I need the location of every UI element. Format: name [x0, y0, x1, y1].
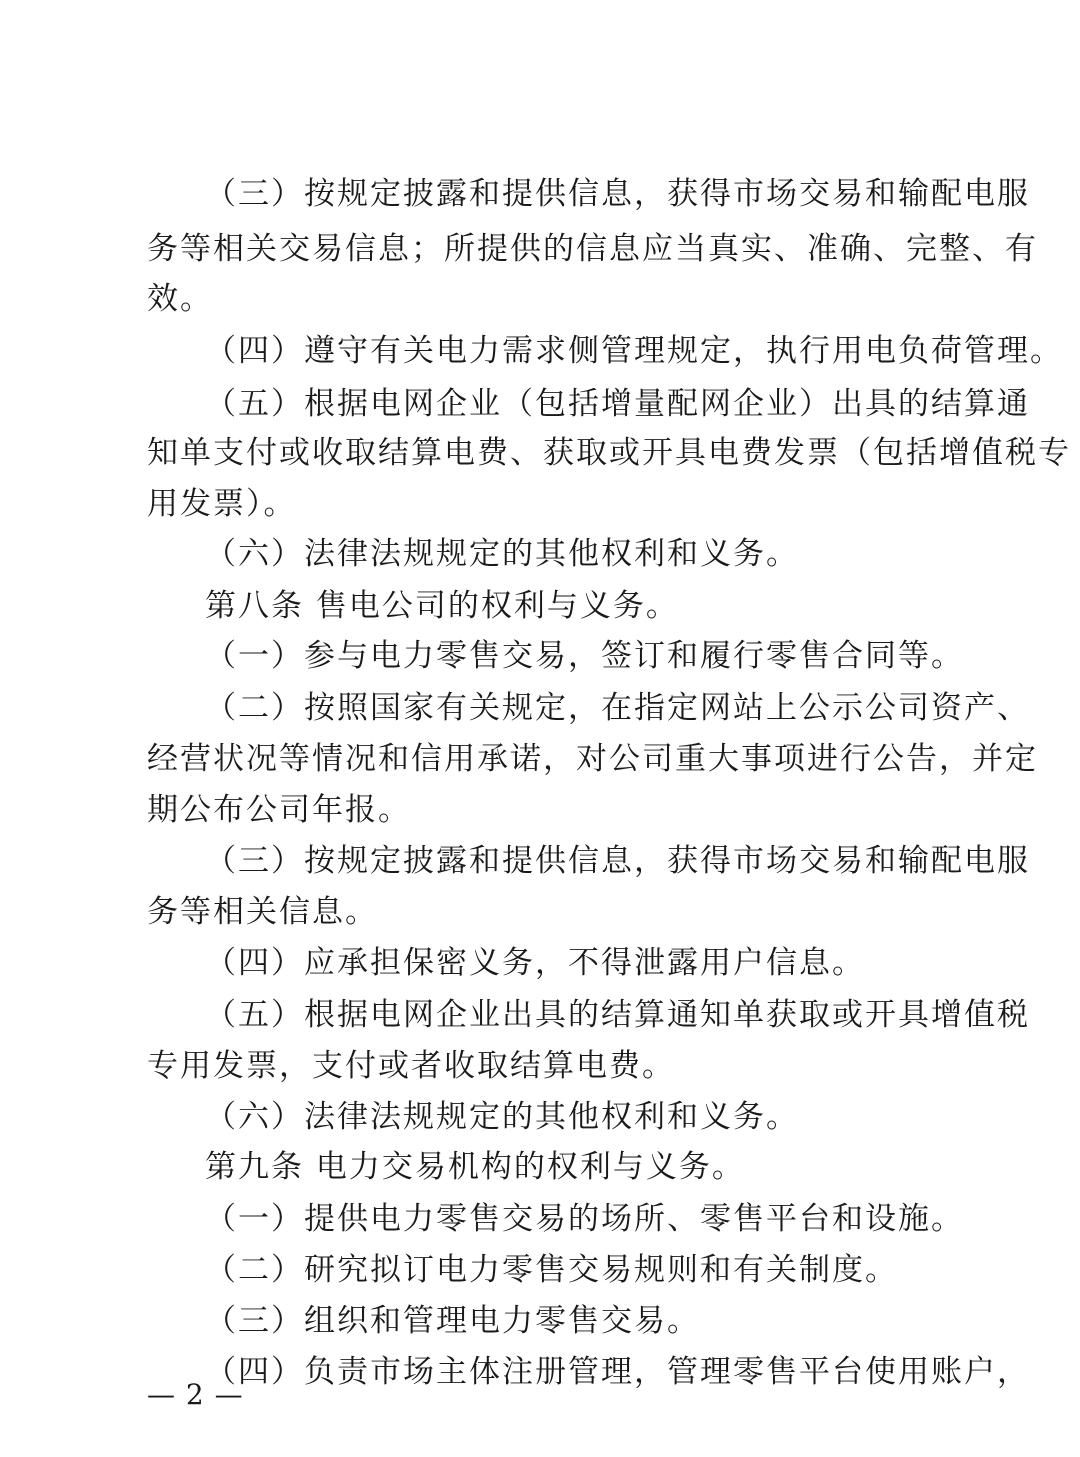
paragraph-line: 用发票）。	[147, 486, 297, 522]
paragraph-line: （四）应承担保密义务，不得泄露用户信息。	[205, 945, 865, 981]
paragraph-line: 知单支付或收取结算电费、获取或开具电费发票（包括增值税专	[147, 435, 1071, 471]
article-heading: 第八条 售电公司的权利与义务。	[205, 588, 679, 624]
paragraph-line: （六）法律法规规定的其他权利和义务。	[205, 1099, 799, 1135]
paragraph-line: 期公布公司年报。	[147, 792, 411, 828]
page-number: — 2 —	[147, 1378, 244, 1411]
paragraph-line: （二）研究拟订电力零售交易规则和有关制度。	[205, 1252, 898, 1288]
article-heading: 第九条 电力交易机构的权利与义务。	[205, 1149, 745, 1185]
paragraph-line: （五）根据电网企业（包括增量配网企业）出具的结算通	[205, 386, 1030, 422]
paragraph-line: 效。	[147, 281, 213, 317]
paragraph-line: 经营状况等情况和信用承诺，对公司重大事项进行公告，并定	[147, 741, 1038, 777]
paragraph-line: （三）按规定披露和提供信息，获得市场交易和输配电服	[205, 843, 1030, 879]
paragraph-line: 务等相关信息。	[147, 894, 378, 930]
paragraph-line: （四）负责市场主体注册管理，管理零售平台使用账户，	[205, 1354, 1030, 1390]
paragraph-line: （六）法律法规规定的其他权利和义务。	[205, 536, 799, 572]
paragraph-line: （四）遵守有关电力需求侧管理规定，执行用电负荷管理。	[205, 333, 1063, 369]
paragraph-line: （一）提供电力零售交易的场所、零售平台和设施。	[205, 1201, 964, 1237]
paragraph-line: （一）参与电力零售交易，签订和履行零售合同等。	[205, 638, 964, 674]
paragraph-line: （五）根据电网企业出具的结算通知单获取或开具增值税	[205, 997, 1030, 1033]
paragraph-line: 专用发票，支付或者收取结算电费。	[147, 1048, 675, 1084]
paragraph-line: （三）组织和管理电力零售交易。	[205, 1303, 700, 1339]
paragraph-line: （三）按规定披露和提供信息，获得市场交易和输配电服	[205, 176, 1030, 212]
paragraph-line: （二）按照国家有关规定，在指定网站上公示公司资产、	[205, 690, 1030, 726]
paragraph-line: 务等相关交易信息；所提供的信息应当真实、准确、完整、有	[147, 231, 1038, 267]
